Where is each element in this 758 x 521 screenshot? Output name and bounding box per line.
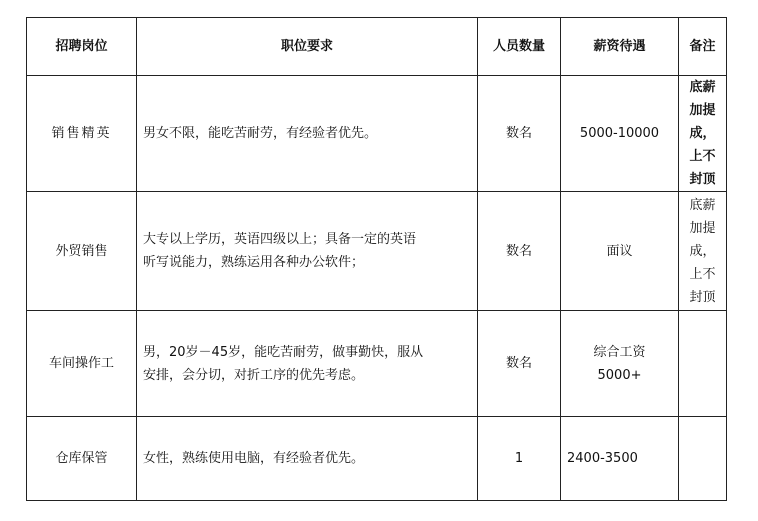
note-line: 上不 bbox=[689, 266, 716, 282]
salary-line: 综合工资 bbox=[593, 344, 646, 360]
table-row bbox=[27, 311, 727, 417]
header-count: 人员数量 bbox=[478, 18, 561, 76]
recruitment-table bbox=[26, 17, 727, 501]
requirement-cell bbox=[137, 192, 478, 311]
salary-cell bbox=[561, 311, 679, 417]
note-line: 成， bbox=[689, 126, 716, 141]
header-position: 招聘岗位 bbox=[27, 18, 137, 76]
requirement-line: 安排，会分切，对折工序的优先考虑。 bbox=[143, 367, 365, 383]
count-cell: 1 bbox=[478, 417, 561, 501]
table-row bbox=[27, 76, 727, 192]
header-row bbox=[27, 18, 727, 76]
salary-cell: 5000-10000 bbox=[561, 76, 679, 192]
note-line: 封顶 bbox=[689, 172, 716, 187]
table-row bbox=[27, 192, 727, 311]
note-line: 加提 bbox=[689, 220, 716, 236]
position-cell: 仓库保管 bbox=[27, 417, 137, 501]
requirement-cell: 女性，熟练使用电脑，有经验者优先。 bbox=[137, 417, 478, 501]
position-cell: 外贸销售 bbox=[27, 192, 137, 311]
table-row bbox=[27, 417, 727, 501]
requirement-cell: 男女不限，能吃苦耐劳，有经验者优先。 bbox=[137, 76, 478, 192]
note-line: 加提 bbox=[689, 103, 716, 118]
note-line: 底薪 bbox=[689, 197, 716, 213]
note-cell bbox=[679, 417, 727, 501]
header-salary: 薪资待遇 bbox=[561, 18, 679, 76]
salary-cell: 面议 bbox=[561, 192, 679, 311]
note-cell bbox=[679, 76, 727, 192]
salary-line: 5000+ bbox=[597, 367, 642, 383]
count-cell: 数名 bbox=[478, 76, 561, 192]
requirement-line: 男，20岁－45岁，能吃苦耐劳，做事勤快，服从 bbox=[143, 344, 424, 360]
position-cell: 销售精英 bbox=[27, 76, 137, 192]
note-line: 封顶 bbox=[689, 289, 716, 305]
salary-cell: 2400-3500 bbox=[561, 417, 679, 501]
note-line: 底薪 bbox=[689, 80, 716, 95]
requirement-cell bbox=[137, 311, 478, 417]
header-requirement: 职位要求 bbox=[137, 18, 478, 76]
header-note: 备注 bbox=[679, 18, 727, 76]
count-cell: 数名 bbox=[478, 311, 561, 417]
note-line: 上不 bbox=[689, 149, 716, 164]
requirement-line: 听写说能力，熟练运用各种办公软件； bbox=[143, 255, 365, 270]
note-line: 成， bbox=[689, 243, 716, 259]
position-cell: 车间操作工 bbox=[27, 311, 137, 417]
requirement-line: 大专以上学历，英语四级以上；具备一定的英语 bbox=[143, 232, 417, 247]
note-cell bbox=[679, 311, 727, 417]
count-cell: 数名 bbox=[478, 192, 561, 311]
note-cell bbox=[679, 192, 727, 311]
